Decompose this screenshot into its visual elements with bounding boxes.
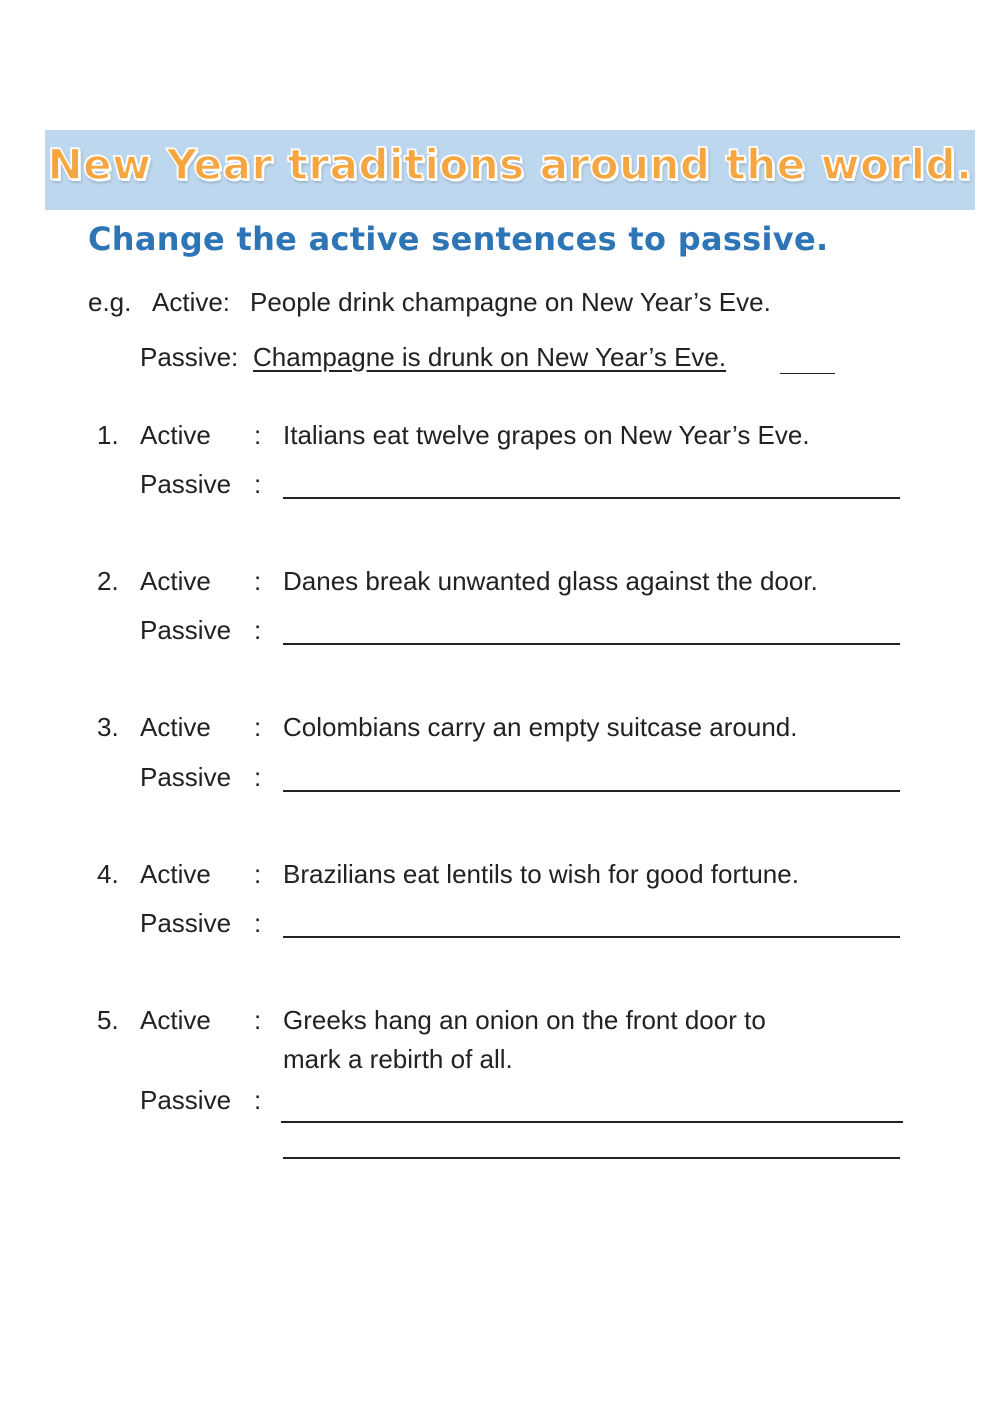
item-separator: : [254,1005,262,1035]
item-active-text: Danes break unwanted glass against the door. [283,566,818,596]
item-separator: : [254,908,262,938]
item-active-text: Greeks hang an onion on the front door to [283,1005,766,1035]
answer-blank-second-line[interactable] [283,1157,900,1159]
item-active-label: Active [140,566,211,596]
item-passive-label: Passive [140,469,232,499]
example-active-text: People drink champagne on New Year’s Eve. [250,287,771,317]
example-underline-tail [780,373,835,374]
item-separator: : [254,859,262,889]
answer-blank[interactable] [283,643,900,645]
item-active-label: Active [140,859,211,889]
item-number: 1. [97,420,119,450]
item-number: 2. [97,566,119,596]
item-number: 3. [97,712,119,742]
item-active-label: Active [140,420,211,450]
answer-blank[interactable] [283,497,900,499]
item-passive-label: Passive [140,762,232,792]
item-separator: : [254,615,262,645]
item-number: 5. [97,1005,119,1035]
instruction-heading: Change the active sentences to passive. [88,220,829,258]
item-active-text: Italians eat twelve grapes on New Year’s Eve. [283,420,810,450]
item-separator: : [254,469,262,499]
answer-blank[interactable] [281,1121,903,1123]
item-separator: : [254,566,262,596]
item-separator: : [254,1085,262,1115]
item-passive-label: Passive [140,1085,232,1115]
answer-blank[interactable] [283,936,900,938]
worksheet-title: New Year traditions around the world. [47,140,973,189]
title-banner [45,130,975,210]
example-prefix: e.g. [88,287,132,317]
item-separator: : [254,420,262,450]
item-active-label: Active [140,712,211,742]
item-separator: : [254,762,262,792]
example-active-label: Active: [152,287,231,317]
example-passive-label: Passive: [140,342,239,372]
example-passive-answer: Champagne is drunk on New Year’s Eve. [253,342,727,372]
answer-blank[interactable] [283,790,900,792]
item-passive-label: Passive [140,908,232,938]
item-separator: : [254,712,262,742]
item-passive-label: Passive [140,615,232,645]
item-active-text: Colombians carry an empty suitcase around. [283,712,798,742]
item-active-text-continued: mark a rebirth of all. [283,1044,513,1074]
item-active-text: Brazilians eat lentils to wish for good fortune. [283,859,799,889]
item-number: 4. [97,859,119,889]
item-active-label: Active [140,1005,211,1035]
